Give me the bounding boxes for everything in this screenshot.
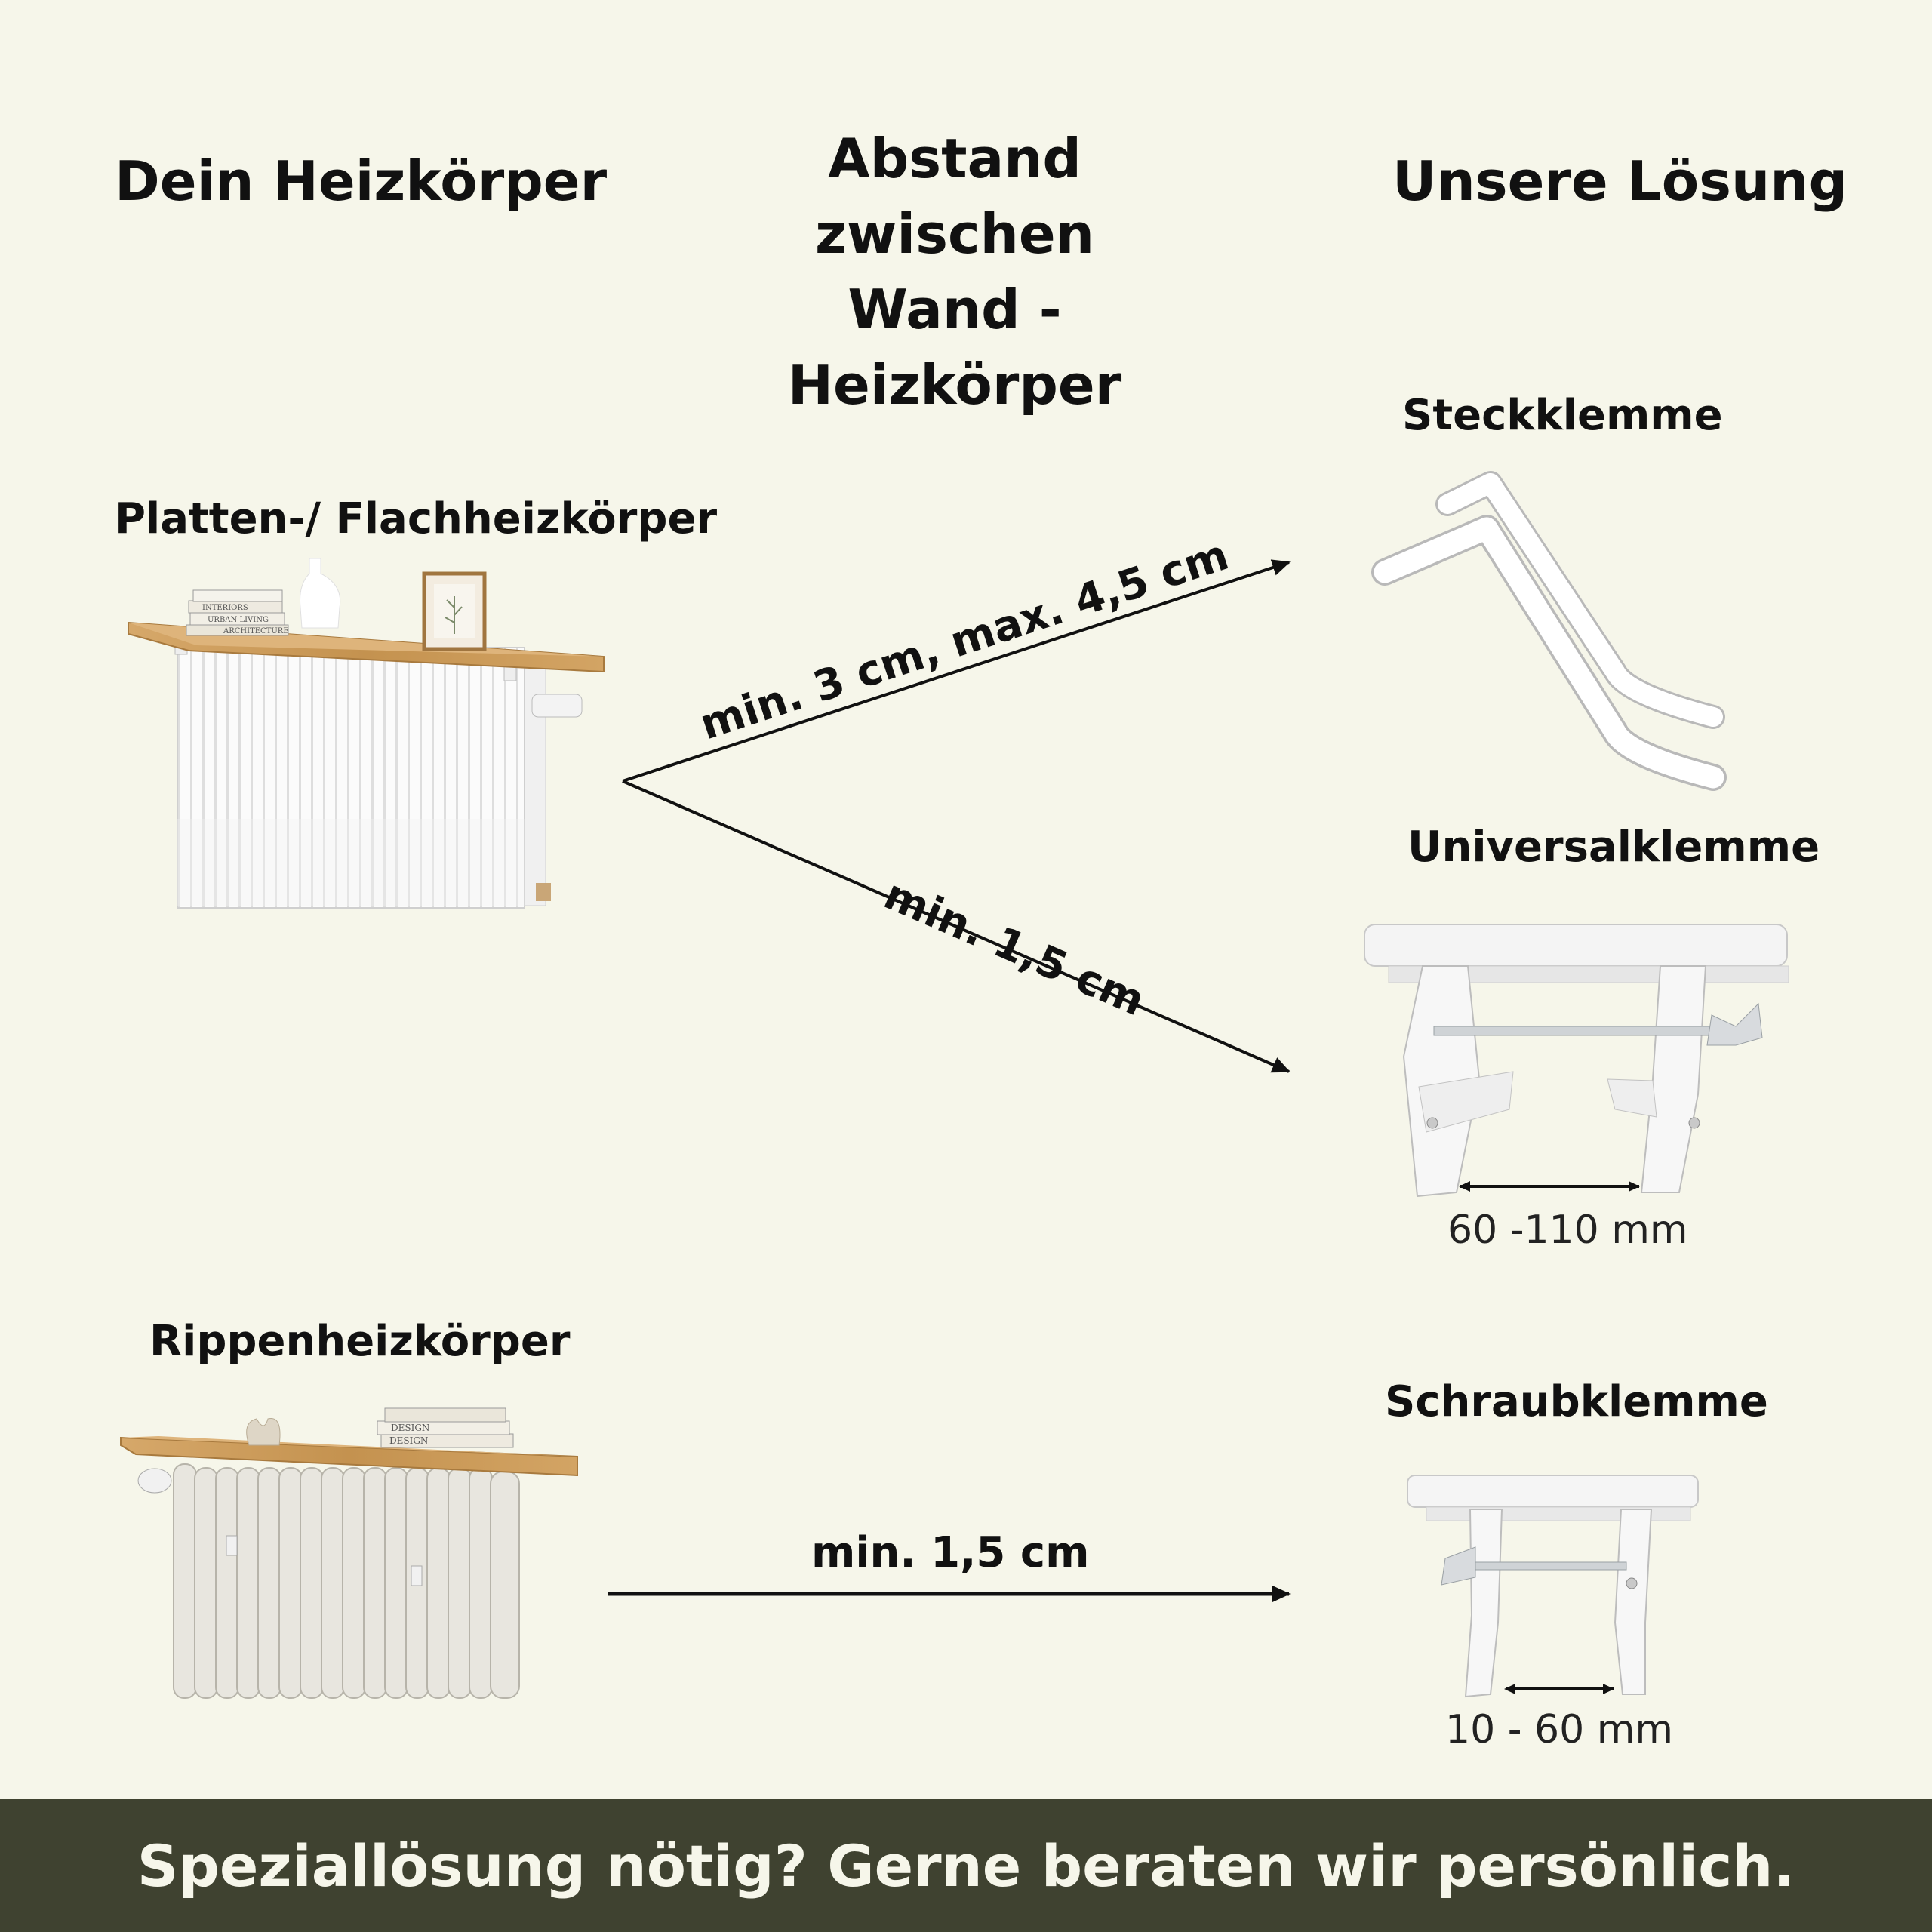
label-panel-radiator: Platten-/ Flachheizkörper xyxy=(115,494,718,543)
arrow-upper xyxy=(623,562,1289,781)
panel-book-text-2: URBAN LIVING xyxy=(208,616,269,624)
column-radiator-image xyxy=(121,1408,577,1698)
label-universalklemme: Universalklemme xyxy=(1407,823,1820,872)
label-schraubklemme: Schraubklemme xyxy=(1385,1377,1768,1426)
panel-book-text-3: ARCHITECTURE xyxy=(223,627,289,635)
distance-label-lower: min. 1,5 cm xyxy=(811,1528,1090,1577)
steckklemme-image xyxy=(1385,483,1713,777)
range-universal: 60 -110 mm xyxy=(1447,1208,1688,1253)
range-schraub: 10 - 60 mm xyxy=(1445,1707,1673,1752)
footer-text: Speziallösung nötig? Gerne beraten wir persönlich. xyxy=(137,1832,1795,1900)
label-column-radiator: Rippenheizkörper xyxy=(149,1317,571,1366)
header-distance-line2: Wand - Heizkörper xyxy=(787,278,1122,417)
column-book-text-2: DESIGN xyxy=(389,1435,429,1446)
panel-book-text-1: INTERIORS xyxy=(202,604,248,612)
distance-label-upper: min. 3 cm, max. 4,5 cm xyxy=(694,530,1235,750)
header-your-radiator: Dein Heizkörper xyxy=(115,149,608,213)
footer-banner xyxy=(0,1799,1932,1932)
distance-label-middle: min. 1,5 cm xyxy=(877,869,1152,1026)
panel-radiator-image xyxy=(128,558,604,908)
header-our-solution: Unsere Lösung xyxy=(1392,149,1848,213)
header-distance-line1: Abstand zwischen xyxy=(815,127,1094,266)
schraubklemme-image xyxy=(1407,1475,1698,1697)
label-steckklemme: Steckklemme xyxy=(1402,391,1723,440)
column-book-text-1: DESIGN xyxy=(391,1423,430,1433)
universalklemme-image xyxy=(1364,924,1789,1196)
